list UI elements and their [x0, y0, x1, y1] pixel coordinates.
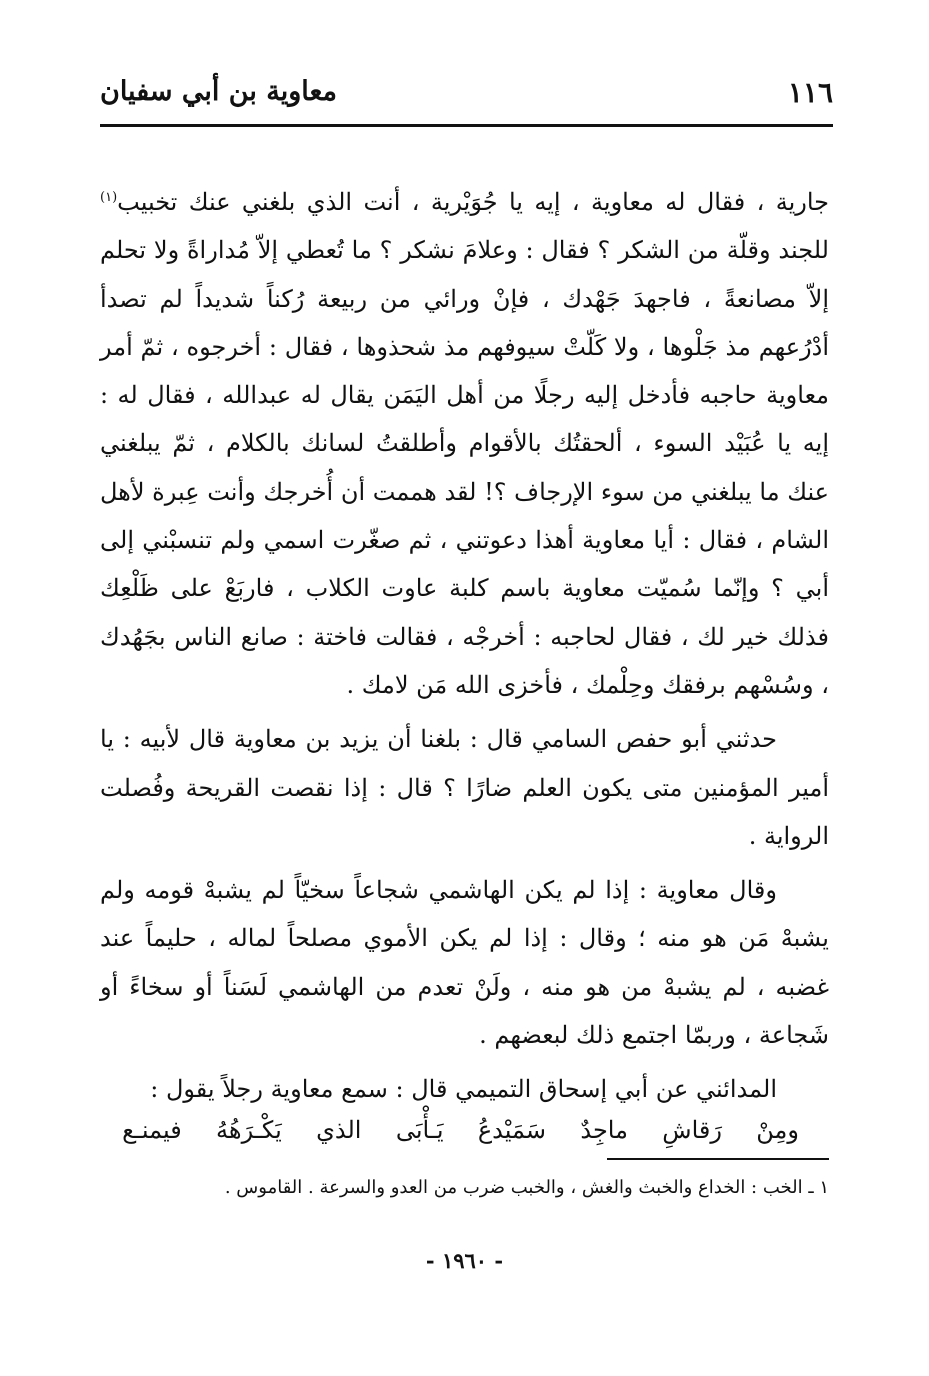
paragraph-1-end: عِبرة لأهل الشام ، فقال : أيا معاوية أهذا دعوتني ، ثم صغّرت اسمي ولم تنسبْني إلى أبي ؟ وإنّما سُميّت معاوية باسم كلبة عاوت الكلاب ، فاربَعْ على ظَلْعِك فذلك خير لك ، فقال لحاجبه : أخرجْه ، فقالت فاختة : صانع الناس بجَهُدك ، وسُسْهم برفقك وحِلْمك ، فأخزى الله مَن لامك . — [100, 477, 829, 699]
paragraph-4: المدائني عن أبي إسحاق التميمي قال : سمع معاوية رجلاً يقول : — [150, 1075, 777, 1104]
header-page-number: ١١٦ — [787, 76, 833, 109]
verse-word: ومِنْ — [756, 1115, 799, 1144]
paragraph-1-start: جارية ، فقال له معاوية ، إيه يا جُوَيْرية ، أنت الذي بلغني عنك تخبيب — [117, 188, 829, 216]
footnote-marker: (١) — [100, 190, 118, 205]
running-header — [100, 72, 833, 122]
verse-word: فيمنـع — [122, 1115, 182, 1144]
paragraph-1 — [100, 178, 829, 709]
footer-page-number: - ١٩٦٠ - — [425, 1248, 504, 1273]
header-title: معاوية بن أبي سفيان — [100, 76, 338, 107]
paragraph-2: حدثني أبو حفص السامي قال : بلغنا أن يزيد بن معاوية قال لأبيه : يا أمير المؤمنين متى يكون العلم ضارًا ؟ قال : إذا نقصت القريحة وفُصلت الرواية . — [100, 725, 829, 850]
footnote: ١ ـ الخب : الخداع والخبث والغش ، والخبب ضرب من العدو والسرعة . القاموس . — [224, 1177, 829, 1198]
paragraph-1-continued: إيه يا عُبَيْد السوء ، ألحقتُك بالأقوام وأطلقتُ لسانك بالكلام ، ثمّ يبلغني عنك ما يبلغني من سوء الإرجاف ؟! لقد هممت أن أُخرجك وأنت — [100, 429, 830, 506]
header-divider — [100, 124, 833, 127]
poetry-verse — [100, 1110, 829, 1150]
paragraph-3: وقال معاوية : إذا لم يكن الهاشمي شجاعاً سخيّاً لم يشبهْ قومه ولم يشبهْ مَن هو منه ؛ وقال : إذا لم يكن الأموي مصلحاً لماله ، حليماً عند غضبه ، لم يشبهْ من هو منه ، ولَنْ تعدم من الهاشمي لَسَناً أو سخاءً أو شَجاعة ، وربمّا اجتمع ذلك لبعضهم . — [100, 876, 829, 1050]
verse-word: رَقاشِ — [662, 1115, 722, 1144]
verse-word: سَمَيْدعُ — [477, 1115, 547, 1144]
main-text — [100, 178, 829, 1150]
verse-word: يَـأْبَى — [395, 1115, 444, 1144]
verse-word: يَكْـرَهُهُ — [216, 1115, 282, 1144]
verse-word: ماجِدٌ — [580, 1115, 628, 1144]
paragraph-1-rest: للجند وقلّة من الشكر ؟ فقال : وعلامَ نشكر ؟ ما تُعطي إلاّ مُداراةً ولا تحلم إلاّ مصانعةً ، فاجهدَ جَهْدك ، فإنْ ورائي من ربيعة رُكناً شديداً لم تصدأ أدْرُعهم مذ جَلْوها ، ولا كَلّتْ سيوفهم مذ شحذوها ، فقال : أخرجوه ، ثمّ أمر معاوية حاجبه فأدخل إليه رجلًا من أهل اليَمَن يقال له عبدالله ، فقال له : — [100, 236, 829, 410]
verse-word: الذي — [316, 1115, 362, 1144]
footnote-divider — [607, 1158, 829, 1160]
